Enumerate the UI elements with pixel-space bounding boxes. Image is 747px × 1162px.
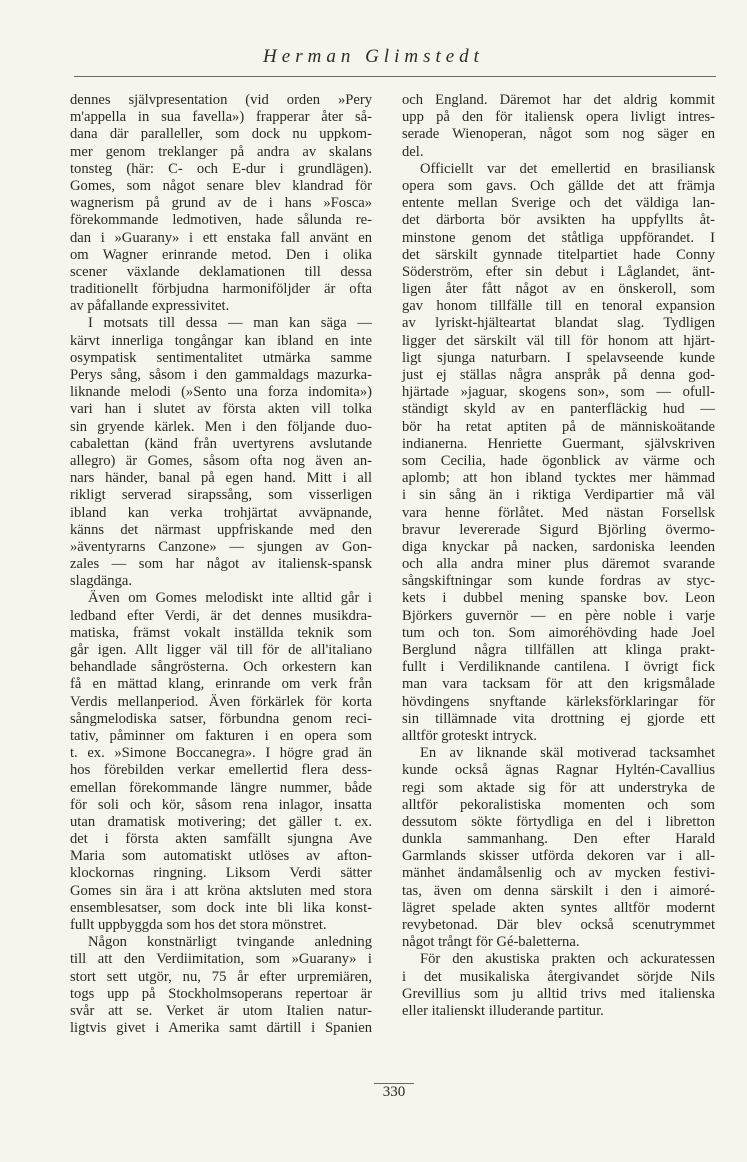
text-line: tum och ton. Som aimoréhövding hade Joel — [402, 624, 715, 641]
text-line: alltför groteskt intryck. — [402, 727, 537, 744]
text-line: i det musikaliska återgivandet sörjde Nils — [402, 968, 715, 985]
right-column — [402, 92, 715, 1020]
text-line: dana där paralleller, som dock nu uppkom- — [70, 126, 372, 143]
text-line: det i första akten samfällt sjungna Ave — [70, 831, 372, 848]
paragraph — [402, 745, 715, 951]
text-line: det därborta bör avsikten ha uppfyllts åt- — [402, 212, 715, 229]
text-line: zales — som har något av italiensk-spansk — [70, 556, 372, 573]
text-line: Officiellt var det emellertid en brasiliansk — [420, 160, 715, 177]
text-line: ledband efter Verdi, är det dennes musikdra- — [70, 607, 372, 624]
paragraph — [402, 951, 715, 1020]
text-line: ibland kan verka trohjärtat avväpnande, — [70, 504, 372, 521]
text-line: lägret spelade akten syntes alltför modernt — [402, 899, 715, 916]
text-line: serade Wienoperan, något som nog säger en — [402, 126, 715, 143]
paragraph — [70, 315, 372, 590]
paragraph — [402, 161, 715, 745]
text-line: för soli och kör, såsom rena inlagor, insatta — [70, 796, 372, 813]
text-line: ensemblesatser, som dock inte bli lika konst- — [70, 899, 372, 916]
text-line: gav honom tillfälle till en tenoral expansion — [402, 298, 715, 315]
text-line: mer genom treklanger på andra av skalans — [70, 143, 372, 160]
text-line: sin gryende kärlek. Men i den följande duo- — [70, 418, 372, 435]
text-line: Gomes, som något senare blev klandrad för — [70, 177, 372, 194]
text-line: fullt uppbyggda som hos det stora mönstret. — [70, 917, 327, 933]
text-line: Någon konstnärligt tvingande anledning — [88, 934, 372, 951]
text-line: För den akustiska prakten och ackuratessen — [420, 951, 715, 968]
text-line: liknande melodi (»Sento una forza indomita») — [70, 384, 372, 401]
text-line: allegro) är Gomes, såsom ofta nog även an- — [70, 452, 372, 469]
text-line: hos förebilden verkar emellertid flera dess- — [70, 762, 372, 779]
text-line: indianerna. Henriette Guermant, självskriven — [402, 435, 715, 452]
text-line: Söderström, efter sin debut i Låglandet, änt- — [402, 263, 715, 280]
text-line: just ej ställas några anspråk på denna god- — [402, 367, 715, 383]
text-line: tonsteg (här: C- och E-dur i grundlägen). — [70, 160, 372, 177]
text-line: som Cecilia, hade ögonblick av värme och — [402, 452, 715, 469]
text-line: entente mellan Sverige och det väldiga lan- — [402, 195, 715, 212]
text-line: om Wagner erinrande metod. Den i olika — [70, 246, 372, 263]
text-line: ligt sjunga naturbarn. I spelavseende kunde — [402, 349, 715, 366]
text-line: matiska, främst vokalt inställda teknik som — [70, 624, 372, 641]
text-line: regi som aktade sig för att understryka de — [402, 779, 715, 796]
text-line: eller italienskt illuderande partitur. — [402, 1002, 604, 1019]
paragraph — [70, 92, 372, 315]
text-line: togs upp på Stockholmsoperans repertoar är — [70, 985, 372, 1002]
paragraph — [70, 590, 372, 934]
text-line: Maria som automatiskt utlöses av afton- — [70, 848, 372, 865]
text-line: få en mättad klang, erinrande om verk från — [70, 676, 372, 693]
text-line: ligen åter fått något av en önskeroll, som — [402, 281, 715, 298]
running-header: Herman Glimstedt — [263, 46, 484, 67]
text-line: ligger det särskilt väl till för honom att hjärt- — [402, 332, 715, 349]
text-line: scener växlande deklamationen till dessa — [70, 263, 372, 280]
text-line: förekommande ledmotiven, hade sålunda re- — [70, 212, 372, 229]
text-line: till att den Verdiimitation, som »Guarany» i — [70, 951, 372, 968]
text-line: Verdis mellanperiod. Även förkärlek för korta — [70, 693, 372, 710]
text-line: traditionellt förbjudna harmoniföljder är ofta — [70, 281, 372, 298]
text-line: det särskilt gynnade titelpartiet hade Conny — [402, 246, 715, 263]
text-line: ligtvis givet i Amerika samt därtill i Spanien — [70, 1020, 372, 1037]
text-line: och alla andra miner plus däremot svarande — [402, 556, 715, 573]
text-line: dunkla sammanhang. Den efter Harald — [402, 831, 715, 848]
text-line: vara henne förlåtet. Med nästan Forsellsk — [402, 504, 715, 521]
text-line: går igen. Allt ligger väl till för de all'italiano — [70, 642, 372, 658]
text-line: En av liknande skäl motiverad tacksamhet — [420, 745, 715, 762]
text-line: bör ha retat aptiten på de människoätande — [402, 418, 715, 435]
text-line: emellan förekommande längre nummer, både — [70, 779, 372, 796]
text-line: Björkers guvernör — en père noble i varje — [402, 607, 715, 624]
text-line: I motsats till dessa — man kan säga — — [88, 315, 372, 332]
text-line: något trångt för Gé-baletterna. — [402, 934, 580, 951]
text-line: klockornas ringning. Liksom Verdi sätter — [70, 865, 372, 882]
text-line: vari han i slutet av första akten vill tolka — [70, 401, 372, 418]
header-rule — [74, 76, 716, 77]
left-column — [70, 92, 372, 1037]
text-line: i sin sång än i riktiga Verdipartier må väl — [402, 487, 715, 504]
text-line: stort sett utgör, nu, 75 år efter urpremiären, — [70, 968, 372, 985]
text-line: slagdänga. — [70, 573, 133, 590]
paragraph — [70, 934, 372, 1037]
text-line: utan dramatisk motivering; det gäller t. ex. — [70, 813, 372, 830]
text-line: Garmlands skisser utförda dekoren var i all- — [402, 848, 715, 865]
text-line: sångskiftningar som kunde fordras av styc- — [402, 573, 715, 590]
text-line: Perys sång, såsom i den gammaldags mazurka- — [70, 367, 372, 383]
text-line: av lyriskt-hjälteartat blandat slag. Tydligen — [402, 315, 715, 332]
text-line: dessutom sökte förtydliga en del i libretton — [402, 813, 715, 830]
text-line: minstone genom det ståtliga uppförandet. I — [402, 229, 715, 246]
text-line: wagnerism på grund av de i hans »Fosca» — [70, 195, 372, 212]
text-line: rikligt serverad sirapssång, som visserligen — [70, 487, 372, 504]
text-line: och England. Däremot har det aldrig kommit — [402, 92, 715, 108]
text-line: kunde också ägnas Ragnar Hyltén-Cavallius — [402, 762, 715, 779]
text-line: Gomes sin ära i att kröna aktsluten med stora — [70, 882, 372, 899]
text-line: ständigt skyld av en panterfläckig hud — — [402, 401, 715, 418]
text-line: mänhet ändamålsenlig och av mycken festivi- — [402, 865, 715, 882]
page-number: 330 — [382, 1084, 406, 1100]
text-line: dennes självpresentation (vid orden »Pery — [70, 92, 372, 108]
text-line: sin tillämnade vita drottning ej gjorde ett — [402, 710, 715, 727]
text-line: Även om Gomes melodiskt inte alltid går i — [88, 590, 372, 607]
text-line: t. ex. »Simone Boccanegra». I högre grad än — [70, 745, 372, 762]
text-line: cabalettan (känd från uvertyrens avslutande — [70, 435, 372, 452]
text-line: osympatisk sentimentalitet utmärka samme — [70, 349, 372, 366]
text-line: »äventyrarns Canzone» — sjungen av Gon- — [70, 538, 372, 555]
text-line: Grevillius som ju alltid trivs med italienska — [402, 985, 715, 1002]
text-line: hjärtade »jaguar, skogens son», som — ofull- — [402, 384, 715, 401]
text-line: man vara tacksam för att den krigsmålade — [402, 676, 715, 693]
text-line: diga knyckar på nacken, sardoniska leenden — [402, 538, 715, 555]
text-line: del. — [402, 143, 424, 160]
text-line: kets i dubbel mening spanske bov. Leon — [402, 590, 715, 607]
text-line: m'appella in sua favella») frapperar åter så- — [70, 109, 372, 126]
text-line: kärvt innerliga tongångar kan ibland en inte — [70, 332, 372, 349]
text-line: bravur levererade Sigurd Björling övermo- — [402, 521, 715, 538]
text-line: aplomb; att hon ibland tycktes mer hämmad — [402, 470, 715, 487]
text-line: sångmelodiska satser, förbundna genom reci- — [70, 710, 372, 727]
text-line: revybetonad. Där blev också scenutrymmet — [402, 917, 715, 933]
text-line: av påfallande expressivitet. — [70, 298, 230, 315]
text-line: upp på den för italiensk opera livligt intres- — [402, 109, 715, 126]
text-line: Berglund några tillfällen att klinga prakt- — [402, 642, 715, 658]
paragraph — [402, 92, 715, 161]
text-line: opera som gavs. Och gällde det att främja — [402, 177, 715, 194]
text-line: tas, även om denna särskilt i den i aimoré- — [402, 882, 715, 899]
text-line: dan i »Guarany» i ett enstaka fall använt en — [70, 229, 372, 246]
text-line: svår att se. Verket är utom Italien natur- — [70, 1002, 372, 1019]
text-line: behandlade sångrösterna. Och orkestern kan — [70, 659, 372, 676]
text-line: nars händer, banal på egen hand. Mitt i all — [70, 470, 372, 487]
text-line: känns det närmast uppfriskande med den — [70, 521, 372, 538]
text-line: hövdingens snyftande kärleksförklaringar för — [402, 693, 715, 710]
text-line: fullt i Verdiliknande cantilena. I övrigt fick — [402, 659, 715, 676]
text-line: alltför pekoralistiska momenten och som — [402, 796, 715, 813]
text-line: tativ, påminner om fakturen i en opera som — [70, 727, 372, 744]
